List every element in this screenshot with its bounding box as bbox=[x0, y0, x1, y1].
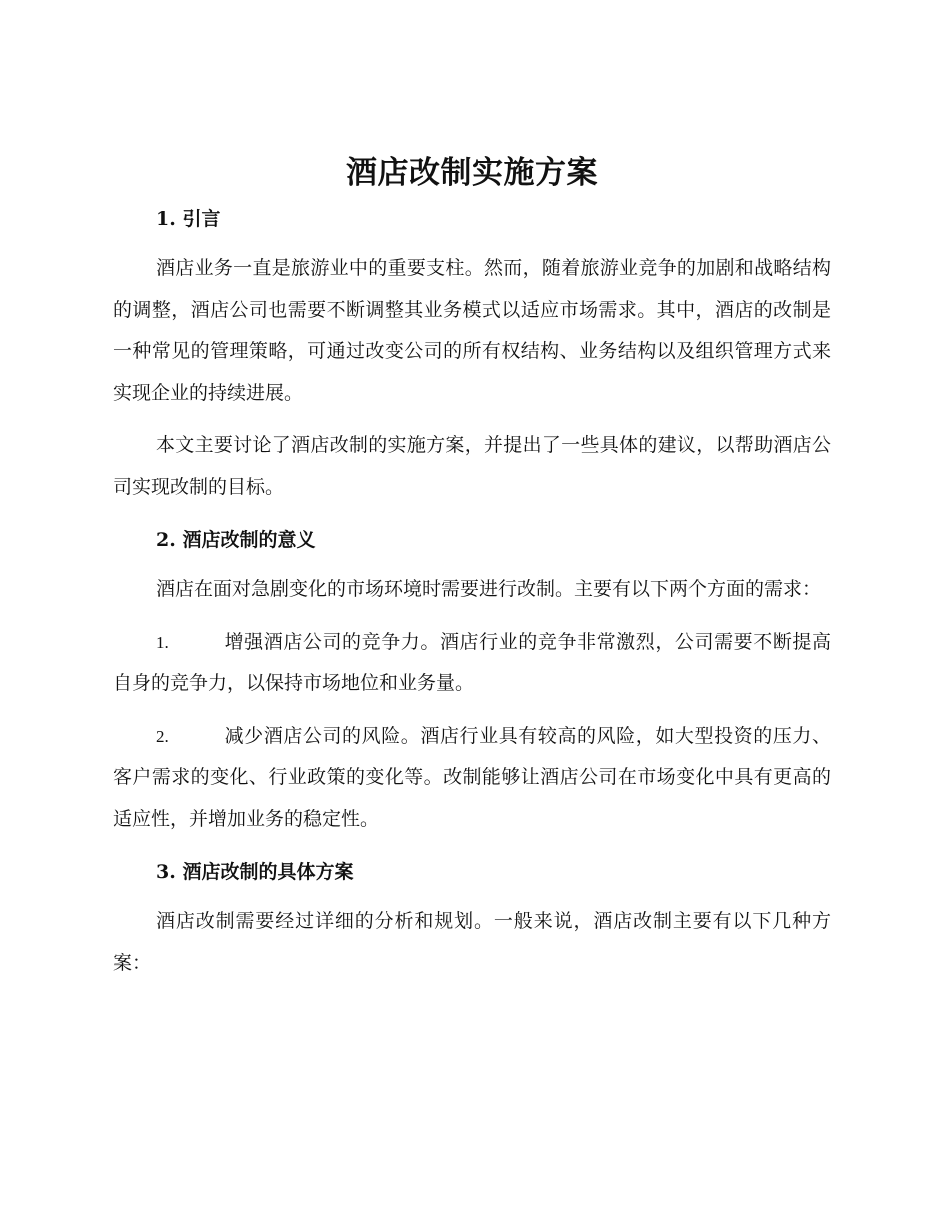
list-item bbox=[113, 622, 831, 705]
section-heading-introduction: 1. 引言 bbox=[156, 208, 221, 230]
paragraph-plan-intro: 酒店改制需要经过详细的分析和规划。一般来说，酒店改制主要有以下几种方案： bbox=[113, 910, 831, 974]
list-item-number: 2. bbox=[156, 726, 169, 746]
list-item-text: 减少酒店公司的风险。酒店行业具有较高的风险，如大型投资的压力、客户需求的变化、行业政策的变化等。改制能够让酒店公司在市场变化中具有更高的适应性，并增加业务的稳定性。 bbox=[113, 724, 831, 830]
list-item bbox=[113, 716, 831, 841]
section-heading-plan: 3. 酒店改制的具体方案 bbox=[156, 861, 354, 883]
section-heading-significance: 2. 酒店改制的意义 bbox=[156, 529, 316, 551]
paragraph-significance-intro: 酒店在面对急剧变化的市场环境时需要进行改制。主要有以下两个方面的需求： bbox=[156, 578, 822, 600]
list-item-text: 增强酒店公司的竞争力。酒店行业的竞争非常激烈，公司需要不断提高自身的竞争力，以保持市场地位和业务量。 bbox=[113, 630, 831, 694]
paragraph-introduction-2: 本文主要讨论了酒店改制的实施方案，并提出了一些具体的建议，以帮助酒店公司实现改制的目标。 bbox=[113, 434, 831, 498]
document-body bbox=[113, 148, 831, 984]
paragraph-introduction-1: 酒店业务一直是旅游业中的重要支柱。然而，随着旅游业竞争的加剧和战略结构的调整，酒店公司也需要不断调整其业务模式以适应市场需求。其中，酒店的改制是一种常见的管理策略，可通过改变公司的所有权结构、业务结构以及组织管理方式来实现企业的持续进展。 bbox=[113, 257, 831, 404]
list-item-number: 1. bbox=[156, 632, 169, 652]
document-title: 酒店改制实施方案 bbox=[346, 155, 598, 191]
